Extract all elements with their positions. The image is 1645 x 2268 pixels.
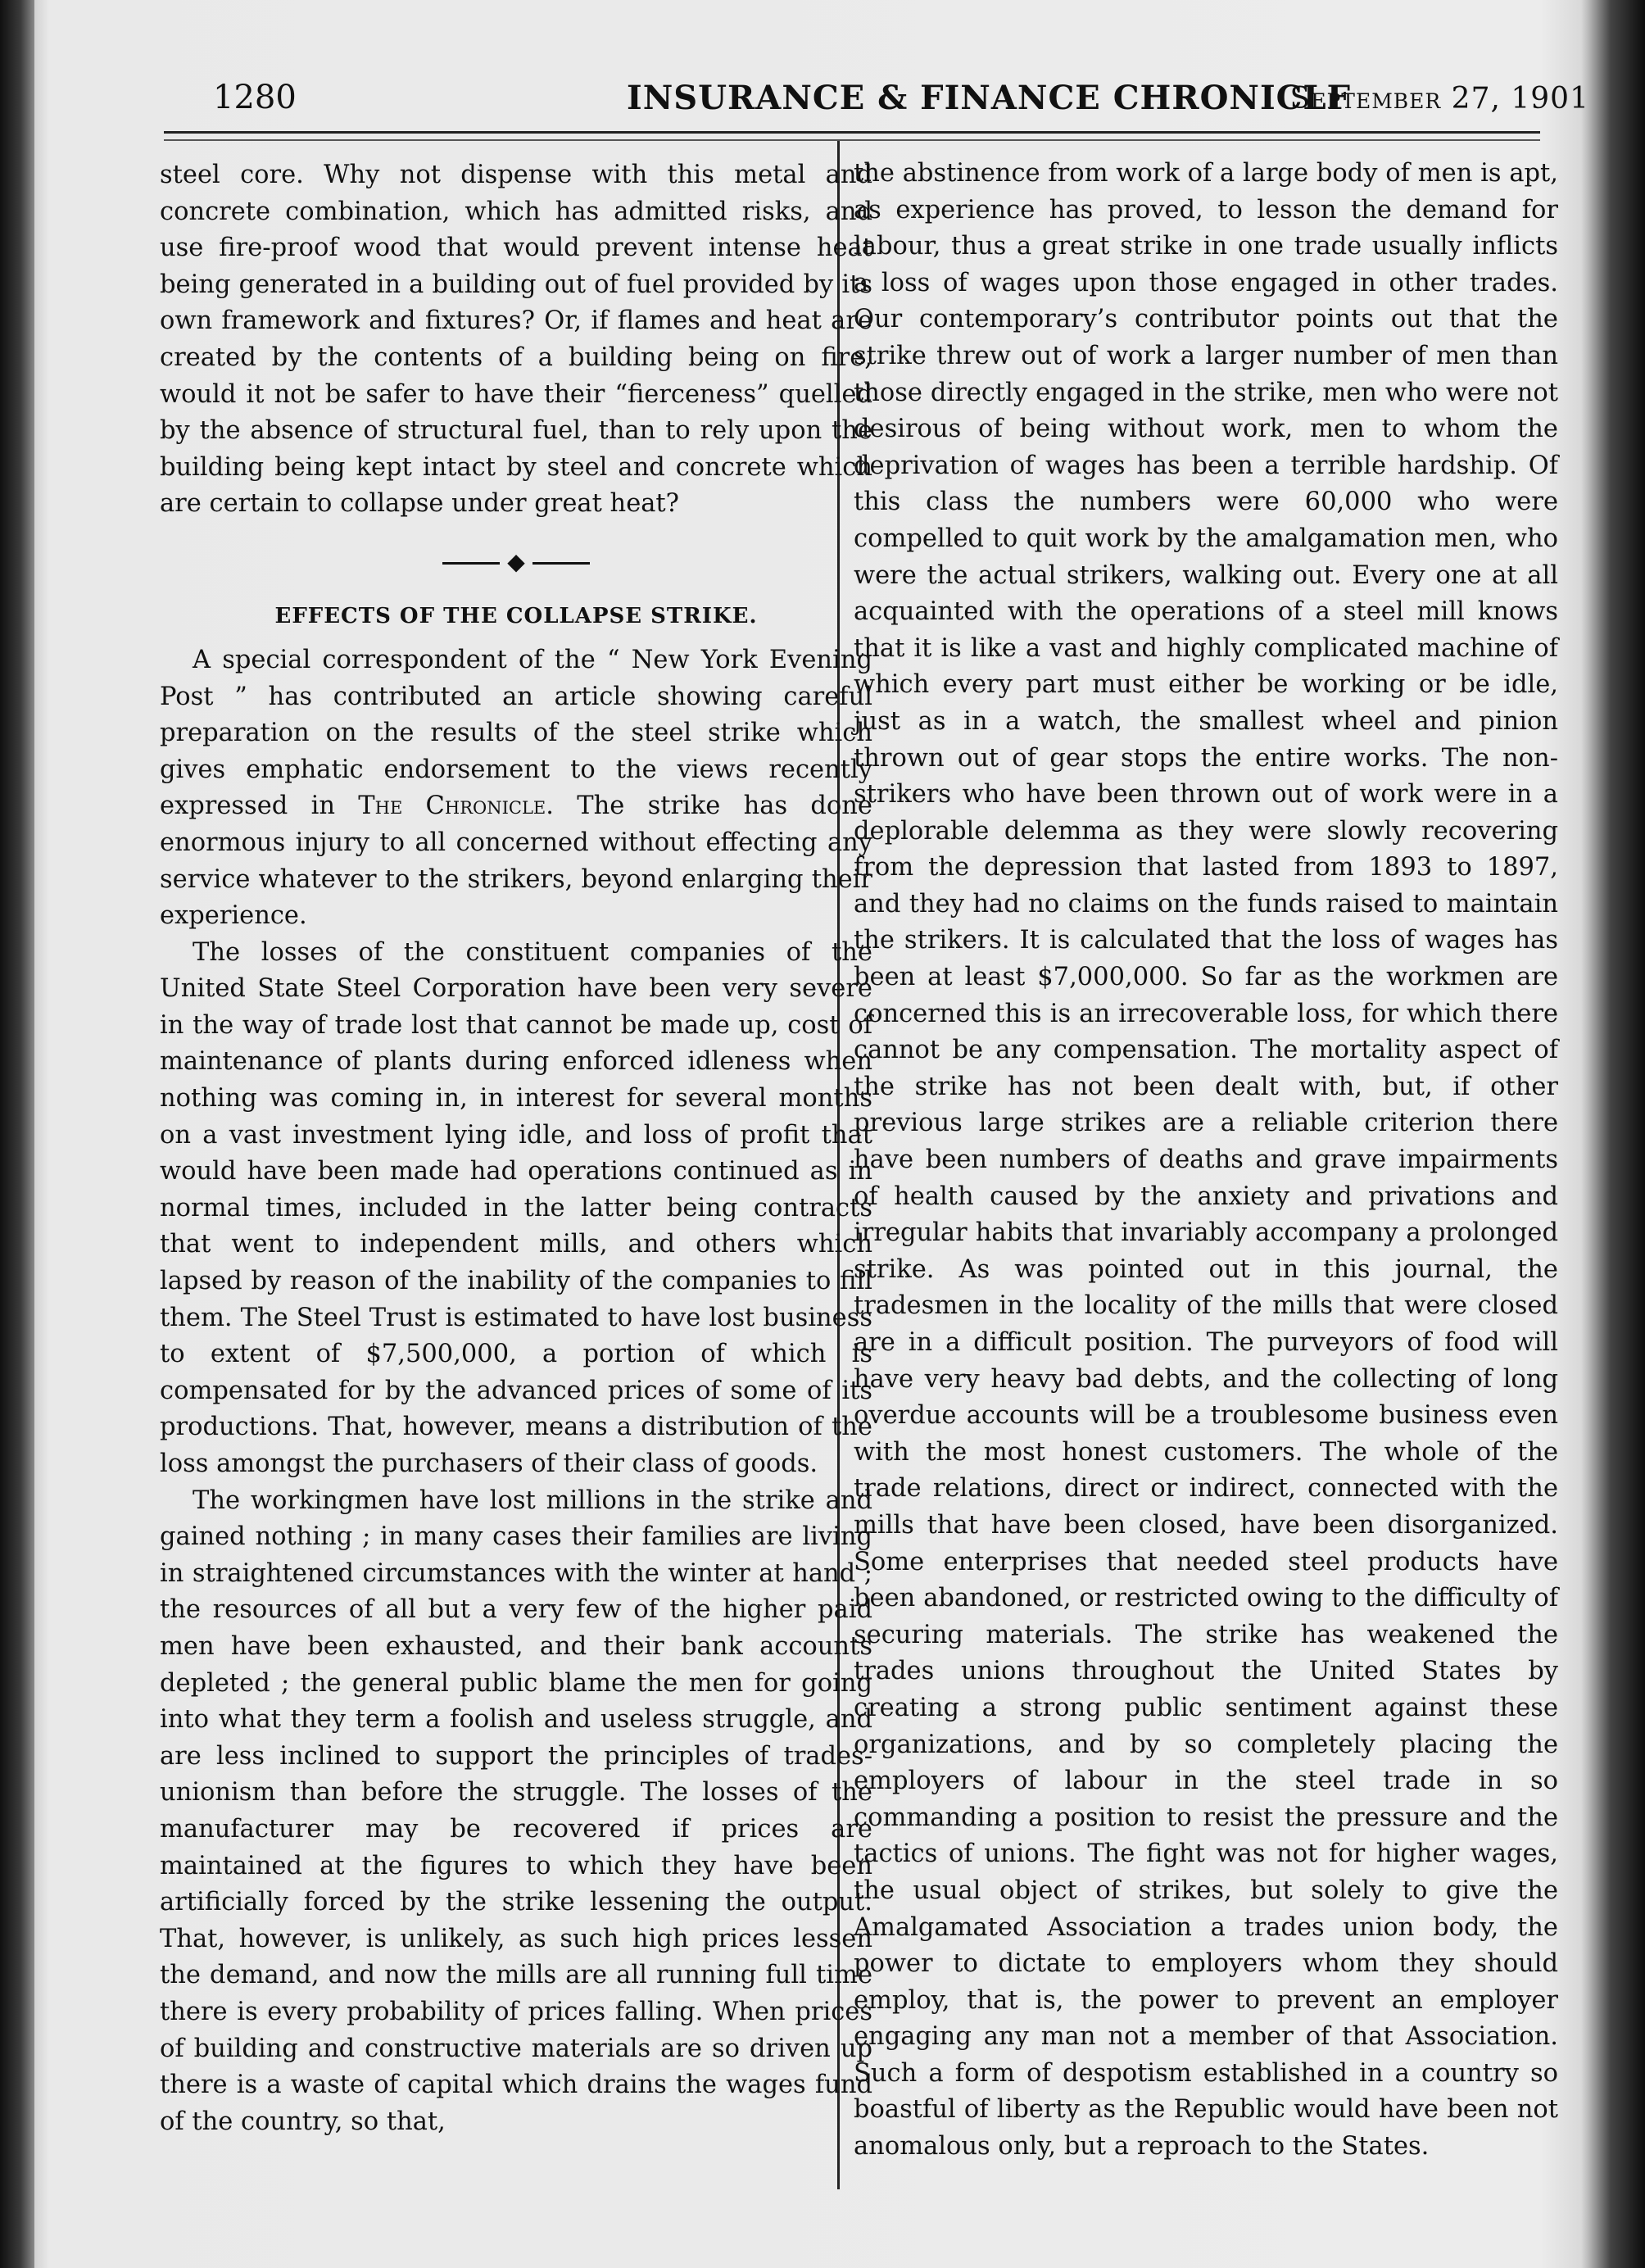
section-heading: EFFECTS OF THE COLLAPSE STRIKE. — [274, 603, 758, 628]
article-paragraph-continued: the abstinence from work of a large body of men is apt, as experience has proved, to lesson the demand for labour, thus a great strike in one trade usually inflicts a loss of wages upon those engaged in other trades. Our contemporary’s contributor points out that the strike threw out of work a larger number of men than those directly engaged in the strike, men who were not desirous of being without work, men to whom the deprivation of wages has been a terrible hardship. Of this class the numbers were 60,000 who were compelled to quit work by the amalgamation men, who were the actual strikers, walking out. Every one at all acquainted with the operations of a steel mill knows that it is like a vast and highly complicated machine of which every part must either be working or be idle, just as in a watch, the smallest wheel and pinion thrown out of gear stops the entire works. The non-strikers who have been thrown out of work were in a deplorable delemma as they were slowly recovering from the depression that lasted from 1893 to 1897, and they had no claims on the funds raised to maintain the strikers. It is calculated that the loss of wages has been at least $7,000,000. So far as the workmen are concerned this is an irrecoverable loss, for which there cannot be any compensation. The mortality aspect of the strike has not been dealt with, but, if other previous large strikes are a reliable criterion there have been numbers of deaths and grave impairments of health caused by the anxiety and privations and irregular habits that invariably accompany a prolonged strike. As was pointed out in this journal, the tradesmen in the locality of the mills that were closed are in a difficult position. The purveyors of food will have very heavy bad debts, and the collecting of long overdue accounts will be a troublesome business even with the most honest customers. The whole of the trade relations, direct or indirect, connected with the mills that have been closed, have been disorganized. Some enterprises that needed steel products have been abandoned, or restricted owing to the difficulty of securing materials. The strike has weakened the trades unions throughout the United States by creating a strong public sentiment against these organizations, and by so completely placing the employers of labour in the steel trade in so commanding a position to resist the pressure and the tactics of unions. The fight was not for higher wages, the usual object of strikes, but solely to give the Amalgamated Association a trades union body, the power to dictate to employers whom they should employ, that is, the power to prevent an employer engaging any man not a member of that Association. Such a form of despotism established in a country so boastful of liberty as the Republic would have been not anomalous only, but a reproach to the States. — [854, 159, 1558, 2161]
paragraph-1-part-a: A special correspondent of the “ New York Evening Post ” has contributed an article showing careful preparation on the results of the steel strike which gives emphatic endorsement to the views recently expressed in — [160, 645, 872, 821]
page-header — [213, 79, 1589, 128]
ornament-line-left — [442, 562, 500, 565]
ornament-diamond: ◆ — [507, 547, 525, 575]
section-ornament — [160, 547, 872, 575]
journal-title: INSURANCE & FINANCE CHRONICLF — [627, 79, 1352, 117]
article-paragraph-3: The workingmen have lost millions in the strike and gained nothing ; in many cases their families are living in straightened circumstances with the winter at hand ; the resources of all but a very few of the higher paid men have been exhausted, and their bank accounts depleted ; the general public blame the men for going into what they term a foolish and useless struggle, and are less inclined to support the principles of trades-unionism than before the struggle. The losses of the manufacturer may be recovered if prices are maintained at the figures to which they have been artificially forced by the strike lessening the output. That, however, is unlikely, as such high prices lessen the demand, and now the mills are all running full time there is every probability of prices falling. When prices of building and constructive materials are so driven up there is a waste of capital which drains the wages fund of the country, so that, — [160, 1486, 872, 2136]
left-column — [160, 157, 872, 2140]
paragraph-1-part-b: The strike has done enormous injury to all concerned without effecting any service whatever to the strikers, beyond enlarging their experience. — [160, 792, 872, 931]
issue-date: September 27, 1901 — [1289, 82, 1589, 116]
article-paragraph-1 — [160, 642, 872, 935]
right-column — [854, 156, 1558, 2166]
intro-paragraph: steel core. Why not dispense with this metal and concrete combination, which has admitted risks, and use fire-proof wood that would prevent intense heat being generated in a building out of fuel provided by its own framework and fixtures? Or, if flames and heat are created by the contents of a building being on fire, would it not be safer to have their “fierceness” quelled by the absence of structural fuel, than to rely upon the building being kept intact by steel and concrete which are certain to collapse under great heat? — [160, 161, 872, 519]
book-binding-left-edge — [0, 0, 34, 2268]
chronicle-reference: The Chronicle. — [358, 792, 554, 821]
article-paragraph-2: The losses of the constituent companies of the United State Steel Corporation have been very severe in the way of trade lost that cannot be made up, cost of maintenance of plants during enforced idleness when nothing was coming in, in interest for several months on a vast investment lying idle, and loss of profit that would have been made had operations continued as in normal times, included in the latter being contracts that went to independent mills, and others which lapsed by reason of the inability of the companies to fill them. The Steel Trust is estimated to have lost business to extent of $7,500,000, a portion of which is compensated for by the advanced prices of some of its productions. That, however, means a distribution of the loss amongst the purchasers of their class of goods. — [160, 937, 872, 1478]
page-number: 1280 — [213, 79, 297, 116]
header-rule — [164, 131, 1540, 141]
book-binding-right-edge — [1588, 0, 1645, 2268]
ornament-line-right — [532, 562, 590, 565]
